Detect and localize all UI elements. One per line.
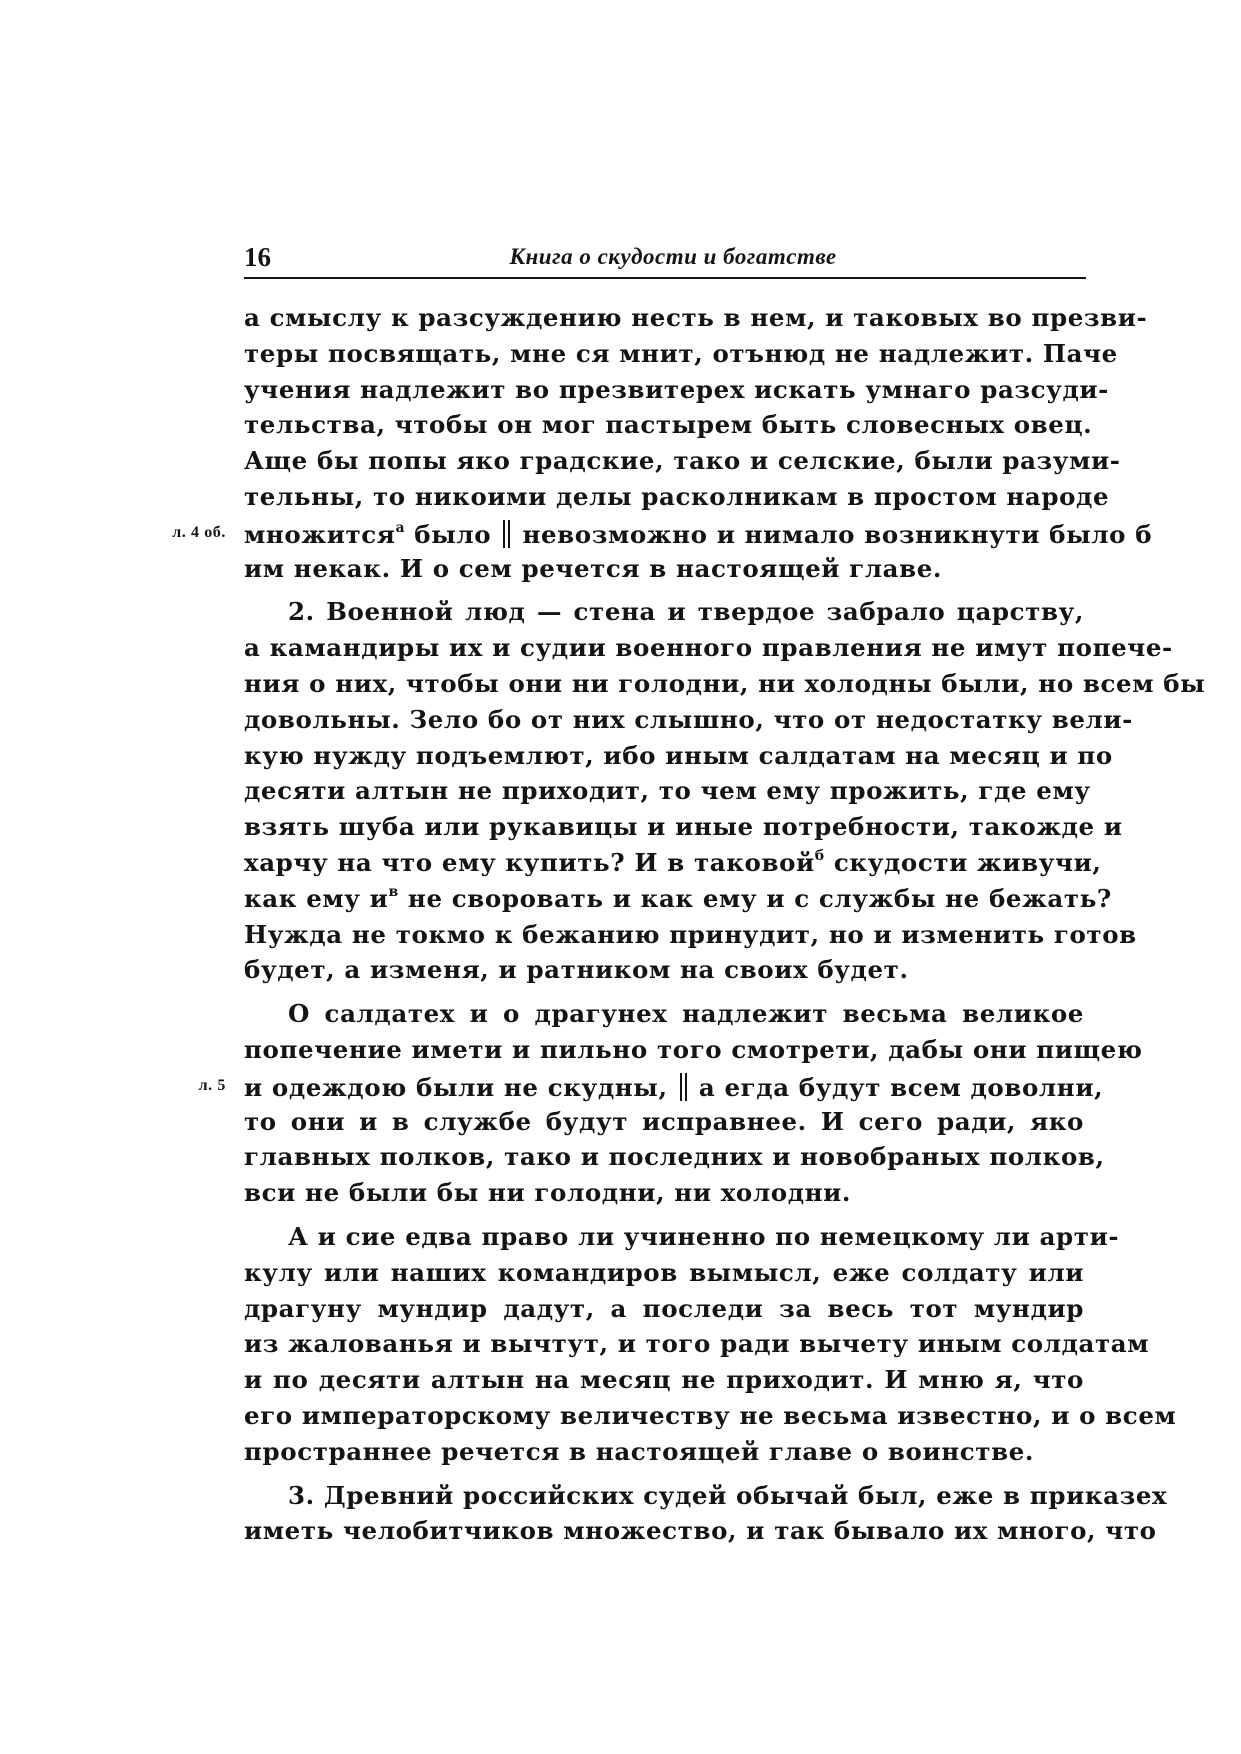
- footnote-mark: б: [814, 847, 825, 864]
- footnote-mark: в: [388, 883, 399, 900]
- text-line: О салдатех и о драгунех надлежит весьма великое: [288, 999, 1084, 1029]
- text-line: кую нужду подъемлют, ибо иным салдатам на месяц и по: [244, 740, 1113, 770]
- text-line: то они и в службе будут исправнее. И сего ради, яко: [244, 1106, 1084, 1136]
- running-head: [244, 242, 1082, 272]
- running-title: Книга о скудости и богатстве: [509, 244, 837, 269]
- text-line: вси не были бы ни голодни, ни холодни.: [244, 1178, 852, 1208]
- text-line: теры посвящать, мне ся мнит, отънюд не надлежит. Паче: [244, 338, 1118, 368]
- text-line: довольны. Зело бо от них слышно, что от недостатку вели-: [244, 704, 1133, 734]
- text-line: им некак. И о сем речется в настоящей главе.: [244, 553, 943, 583]
- text-line: харчу на что ему купить? И в таковой$^б$ скудости живучи,: [244, 847, 1102, 877]
- text-line: из жалованья и вычтут, и того ради вычету иным солдатам: [244, 1329, 1150, 1359]
- text-line: л. 4 об. множится$^а$ было невозможно и нимало возникнути было б: [244, 515, 1084, 551]
- text-line: Нужда не токмо к бежанию принудит, но и изменить готов: [244, 919, 1137, 949]
- text-line: десяти алтын не приходит, то чем ему прожить, где ему: [244, 776, 1091, 806]
- text-line: его императорскому величеству не весьма известно, и о всем: [244, 1400, 1177, 1430]
- folio-break-mark: [502, 520, 511, 548]
- text-line: учения надлежит во презвитерех искать умнаго разсуди-: [244, 374, 1109, 404]
- text-line: и по десяти алтын на месяц не приходит. И мню я, что: [244, 1365, 1084, 1395]
- text-line: взять шуба или рукавицы и иные потребности, такожде и: [244, 812, 1123, 842]
- text-line: ния о них, чтобы они ни голодни, ни холодны были, но всем бы: [244, 668, 1206, 698]
- page-number: 16: [244, 242, 271, 272]
- folio-break-mark: [679, 1073, 688, 1101]
- margin-note-folio: л. 4 об.: [172, 523, 226, 541]
- text-line: кулу или наших командиров вымысл, еже солдату или: [244, 1257, 1084, 1287]
- text-line: пространнее речется в настоящей главе о воинстве.: [244, 1436, 1035, 1466]
- text-line: а камандиры их и судии военного правления не имут попече-: [244, 633, 1173, 663]
- text-line: главных полков, тако и последних и новобраных полков,: [244, 1142, 1105, 1172]
- text-line: 3. Древний российских судей обычай был, еже в приказех: [288, 1480, 1168, 1510]
- text-line: иметь челобитчиков множество, и так бывало их много, что: [244, 1516, 1157, 1546]
- text-line: Аще бы попы яко градские, тако и селские, были разуми-: [244, 446, 1121, 476]
- text-line: попечение имети и пильно того смотрети, дабы они пищею: [244, 1034, 1143, 1064]
- text-line: А и сие едва право ли учиненно по немецкому ли арти-: [288, 1221, 1120, 1251]
- text-line: будет, а изменя, и ратником на своих будет.: [244, 955, 909, 985]
- text-line: как ему и$^в$ не своровать и как ему и с службы не бежать?: [244, 883, 1112, 913]
- text-line: л. 5 и одеждою были не скудны, а егда будут всем доволни,: [244, 1068, 1084, 1104]
- text-line: 2. Военной люд — стена и твердое забрало царству,: [288, 597, 1084, 627]
- text-line: драгуну мундир дадут, а последи за весь тот мундир: [244, 1293, 1084, 1323]
- margin-note-folio: л. 5: [198, 1076, 226, 1094]
- footnote-mark: а: [395, 519, 406, 536]
- text-line: тельны, то никоими делы расколникам в простом народе: [244, 481, 1110, 511]
- text-line: тельства, чтобы он мог пастырем быть словесных овец.: [244, 410, 1093, 440]
- text-line: а смыслу к разсуждению несть в нем, и таковых во презви-: [244, 303, 1148, 332]
- header-rule: [244, 277, 1086, 279]
- body-text: [172, 300, 1206, 1549]
